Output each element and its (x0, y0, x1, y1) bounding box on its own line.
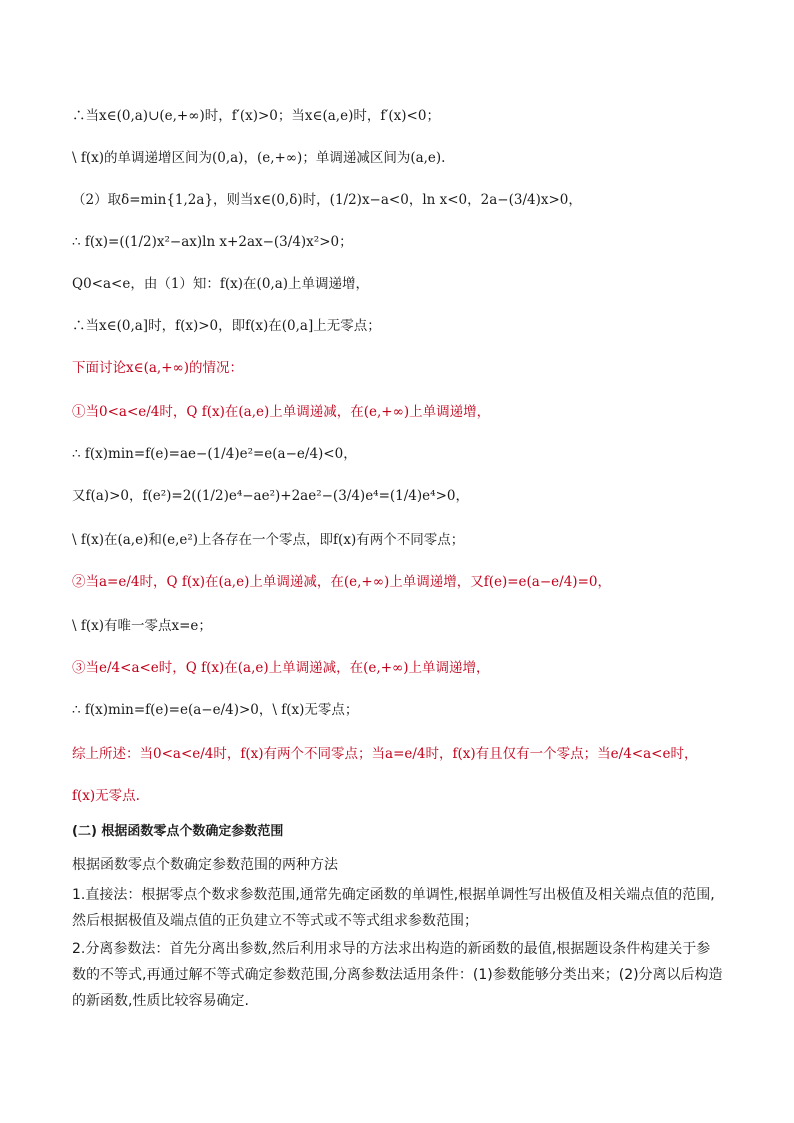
solution-line-14: ③当e/4<a<e时，Q f(x)在(a,e)上单调递减，在(e,+∞)上单调递增， (72, 660, 490, 676)
methods-intro: 根据函数零点个数确定参数范围的两种方法 (72, 857, 338, 873)
solution-line-1: ∴当x∈(0,a)∪(e,+∞)时，f′(x)>0；当x∈(a,e)时，f′(x)<0； (72, 108, 440, 124)
method-2-separation: 2.分离参数法：首先分离出参数,然后利用求导的方法求出构造的新函数的最值,根据题设条件构建关于参数的不等式,再通过解不等式确定参数范围,分离参数法适用条件：(1)参数能够分类出来；(2)分离以后构造的新函数,性质比较容易确定. (72, 941, 723, 1009)
solution-line-13: \ f(x)有唯一零点x=e； (72, 618, 212, 634)
solution-line-17: f(x)无零点. (72, 788, 140, 804)
solution-line-15: ∴ f(x)min=f(e)=e(a−e/4)>0，\ f(x)无零点； (72, 702, 359, 718)
solution-line-16: 综上所述：当0<a<e/4时，f(x)有两个不同零点；当a=e/4时，f(x)有且仅有一个零点；当e/4<a<e时， (72, 746, 698, 762)
solution-line-6: ∴当x∈(0,a]时，f(x)>0，即f(x)在(0,a]上无零点； (72, 318, 381, 334)
solution-line-10: 又f(a)>0，f(e²)=2((1/2)e⁴−ae²)+2ae²−(3/4)e⁴=(1/4)e⁴>0， (72, 488, 469, 504)
solution-line-4: ∴ f(x)=((1/2)x²−ax)ln x+2ax−(3/4)x²>0； (72, 234, 353, 250)
solution-line-12: ②当a=e/4时，Q f(x)在(a,e)上单调递减，在(e,+∞)上单调递增，又f(e)=e(a−e/4)=0， (72, 574, 611, 590)
section-heading: (二) 根据函数零点个数确定参数范围 (72, 824, 284, 839)
solution-line-2: \ f(x)的单调递增区间为(0,a)，(e,+∞)；单调递减区间为(a,e). (72, 150, 446, 166)
solution-line-11: \ f(x)在(a,e)和(e,e²)上各存在一个零点，即f(x)有两个不同零点； (72, 532, 465, 548)
solution-line-5: Q0<a<e，由（1）知：f(x)在(0,a)上单调递增， (72, 276, 370, 292)
solution-line-3: （2）取δ=min{1,2a}，则当x∈(0,δ)时，(1/2)x−a<0，ln x<0，2a−(3/4)x>0， (72, 192, 582, 208)
solution-line-8: ①当0<a<e/4时，Q f(x)在(a,e)上单调递减，在(e,+∞)上单调递增， (72, 404, 491, 420)
solution-line-7: 下面讨论x∈(a,+∞)的情况： (72, 360, 244, 376)
method-1-direct: 1.直接法：根据零点个数求参数范围,通常先确定函数的单调性,根据单调性写出极值及相关端点值的范围,然后根据极值及端点值的正负建立不等式或不等式组求参数范围； (72, 887, 715, 929)
solution-line-9: ∴ f(x)min=f(e)=ae−(1/4)e²=e(a−e/4)<0， (72, 446, 357, 462)
